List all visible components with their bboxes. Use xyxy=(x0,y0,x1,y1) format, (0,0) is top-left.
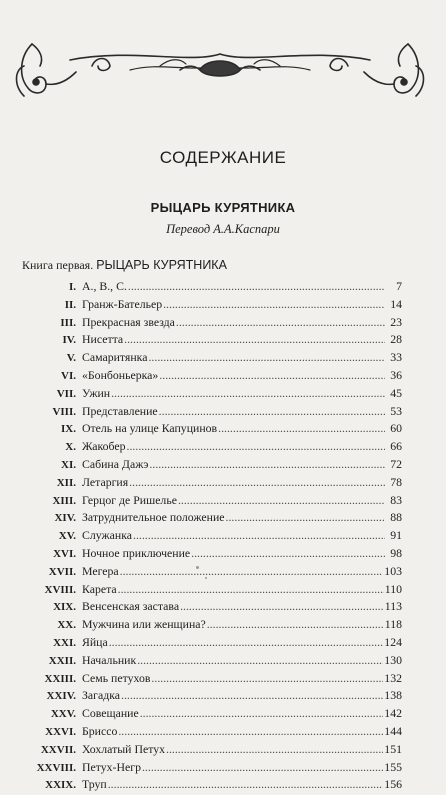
page-number: 113 xyxy=(384,599,402,614)
dot-leader xyxy=(176,315,385,330)
dot-leader xyxy=(127,439,385,454)
chapter-number: XVIII. xyxy=(44,583,76,596)
dot-leader xyxy=(226,510,385,525)
toc-entry xyxy=(30,706,402,724)
chapter-title: Совещание xyxy=(82,706,139,721)
dot-leader xyxy=(218,421,385,436)
page-number: 23 xyxy=(390,314,402,329)
chapter-title: Герцог де Ришелье xyxy=(82,492,177,507)
chapter-title: А., В., С. xyxy=(82,279,127,293)
page-number: 118 xyxy=(384,617,402,632)
page-number: 36 xyxy=(390,367,402,382)
chapter-number: VII. xyxy=(56,387,76,400)
dot-leader xyxy=(142,760,383,775)
page-number: 83 xyxy=(390,492,402,507)
dot-leader xyxy=(109,635,384,650)
chapter-title: Сабина Дажэ xyxy=(82,456,149,471)
dot-leader xyxy=(159,404,385,419)
page-number: 98 xyxy=(390,545,402,560)
chapter-title: Венсенская застава xyxy=(82,599,180,614)
chapter-title: Ночное приключение xyxy=(82,545,191,560)
chapter-number: IX. xyxy=(61,423,76,436)
dot-leader xyxy=(124,332,385,347)
page-number: 66 xyxy=(390,439,402,454)
chapter-number: III. xyxy=(60,316,76,329)
chapter-number: XX. xyxy=(57,619,76,632)
page-number: 7 xyxy=(396,279,402,293)
toc-entry xyxy=(30,688,402,706)
page-number: 14 xyxy=(390,296,402,311)
chapter-number: XI. xyxy=(61,458,76,471)
book-name: РЫЦАРЬ КУРЯТНИКА xyxy=(96,258,227,272)
dot-leader xyxy=(129,475,385,490)
toc-entry xyxy=(30,315,402,333)
chapter-number: XXVII. xyxy=(40,743,76,756)
chapter-number: X. xyxy=(65,441,76,454)
dot-leader xyxy=(166,742,383,757)
toc-entry xyxy=(30,457,402,475)
toc-entry xyxy=(30,546,402,564)
toc-entry xyxy=(30,386,402,404)
chapter-title: Петух-Негр xyxy=(82,759,141,774)
table-of-contents xyxy=(30,279,402,795)
toc-entry xyxy=(30,617,402,635)
dot-leader xyxy=(207,617,384,632)
page-number: 28 xyxy=(390,332,402,347)
chapter-number: XVI. xyxy=(53,547,76,560)
page-number: 110 xyxy=(384,581,402,596)
contents-title: СОДЕРЖАНИЕ xyxy=(159,148,287,167)
toc-entry xyxy=(30,582,402,600)
chapter-title: Мужчина или женщина? xyxy=(82,617,206,632)
book-heading xyxy=(22,258,227,273)
chapter-number: XXV. xyxy=(50,708,76,721)
page-number: 155 xyxy=(384,759,402,774)
chapter-title: Затруднительное положение xyxy=(82,510,225,525)
chapter-number: XXIII. xyxy=(44,672,76,685)
chapter-title: Летаргия xyxy=(82,474,129,489)
toc-entry xyxy=(30,368,402,386)
dot-leader xyxy=(121,688,383,703)
chapter-number: VIII. xyxy=(52,405,76,418)
page-number: 53 xyxy=(390,403,402,418)
chapter-title: Загадка xyxy=(82,688,121,703)
dot-leader xyxy=(137,653,383,668)
translator-credit: Перевод А.А.Каспари xyxy=(166,222,280,236)
dot-leader xyxy=(148,350,385,365)
chapter-title: Мегера xyxy=(82,563,119,578)
toc-entry xyxy=(30,635,402,653)
page-number: 45 xyxy=(390,385,402,400)
decorative-header-ornament-icon xyxy=(10,36,430,106)
page-number: 33 xyxy=(390,350,402,365)
chapter-number: XXII. xyxy=(48,654,76,667)
chapter-title: Служанка xyxy=(82,528,132,543)
dot-leader xyxy=(159,368,385,383)
chapter-title: Труп xyxy=(82,777,107,792)
toc-entry xyxy=(30,404,402,422)
chapter-number: XXIX. xyxy=(45,779,76,792)
chapter-title: Начальник xyxy=(82,652,137,667)
work-title: РЫЦАРЬ КУРЯТНИКА xyxy=(150,200,296,215)
dot-leader xyxy=(163,297,385,312)
chapter-title: Хохлатый Петух xyxy=(82,741,165,756)
chapter-number: XXVIII. xyxy=(36,761,76,774)
toc-entry xyxy=(30,724,402,742)
dot-leader xyxy=(118,724,383,739)
toc-entry xyxy=(30,493,402,511)
page-number: 103 xyxy=(384,563,402,578)
dot-leader xyxy=(180,599,384,614)
chapter-number: XXI. xyxy=(53,636,76,649)
dot-leader xyxy=(140,706,384,721)
chapter-number: IV. xyxy=(62,334,76,347)
chapter-number: XIV. xyxy=(54,512,76,525)
chapter-title: Прекрасная звезда xyxy=(82,314,175,329)
page-number: 91 xyxy=(390,528,402,543)
page-number: 72 xyxy=(390,456,402,471)
toc-entry xyxy=(30,350,402,368)
dot-leader xyxy=(111,386,385,401)
book-prefix: Книга первая. xyxy=(22,258,94,272)
toc-entry xyxy=(30,653,402,671)
chapter-number: XIX. xyxy=(53,601,76,614)
toc-entry xyxy=(30,279,402,297)
chapter-title: Отель на улице Капуцинов xyxy=(82,421,218,436)
page-number: 138 xyxy=(384,688,402,703)
toc-entry xyxy=(30,421,402,439)
toc-entry xyxy=(30,760,402,778)
dot-leader xyxy=(178,493,385,508)
toc-entry xyxy=(30,528,402,546)
chapter-title: Карета xyxy=(82,581,117,596)
chapter-number: V. xyxy=(66,352,76,365)
chapter-number: VI. xyxy=(61,369,76,382)
print-speck xyxy=(196,566,199,569)
chapter-title: «Бонбоньерка» xyxy=(82,367,159,382)
dot-leader xyxy=(120,564,384,579)
chapter-title: Жакобер xyxy=(82,439,126,454)
page-number: 60 xyxy=(390,421,402,436)
dot-leader xyxy=(151,671,383,686)
toc-entry xyxy=(30,777,402,795)
toc-entry xyxy=(30,475,402,493)
dot-leader xyxy=(191,546,385,561)
dot-leader xyxy=(128,279,385,294)
chapter-title: Бриссо xyxy=(82,723,118,738)
chapter-number: XXIV. xyxy=(46,690,76,703)
chapter-title: Ужин xyxy=(82,385,111,400)
chapter-number: XIII. xyxy=(52,494,76,507)
chapter-title: Нисетта xyxy=(82,332,124,347)
page-number: 142 xyxy=(384,706,402,721)
chapter-title: Семь петухов xyxy=(82,670,151,685)
chapter-title: Яйца xyxy=(82,634,108,649)
chapter-title: Гранж-Бательер xyxy=(82,296,163,311)
chapter-number: I. xyxy=(68,281,76,293)
print-speck xyxy=(205,577,207,579)
dot-leader xyxy=(149,457,385,472)
toc-entry xyxy=(30,671,402,689)
chapter-title: Самаритянка xyxy=(82,350,148,365)
toc-entry xyxy=(30,564,402,582)
toc-entry xyxy=(30,332,402,350)
chapter-number: II. xyxy=(64,298,76,311)
chapter-number: XV. xyxy=(58,530,76,543)
page-number: 156 xyxy=(384,777,402,792)
toc-entry xyxy=(30,510,402,528)
toc-entry xyxy=(30,297,402,315)
chapter-title: Представление xyxy=(82,403,158,418)
chapter-number: XVII. xyxy=(48,565,76,578)
toc-entry xyxy=(30,742,402,760)
page-number: 130 xyxy=(384,652,402,667)
dot-leader xyxy=(133,528,385,543)
chapter-number: XXVI. xyxy=(45,725,76,738)
chapter-number: XII. xyxy=(56,476,76,489)
page-number: 151 xyxy=(384,741,402,756)
page-number: 132 xyxy=(384,670,402,685)
page-number: 88 xyxy=(390,510,402,525)
toc-entry xyxy=(30,439,402,457)
page-number: 144 xyxy=(384,723,402,738)
dot-leader xyxy=(118,582,384,597)
toc-entry xyxy=(30,599,402,617)
page-number: 78 xyxy=(390,474,402,489)
page-number: 124 xyxy=(384,634,402,649)
dot-leader xyxy=(108,777,384,792)
